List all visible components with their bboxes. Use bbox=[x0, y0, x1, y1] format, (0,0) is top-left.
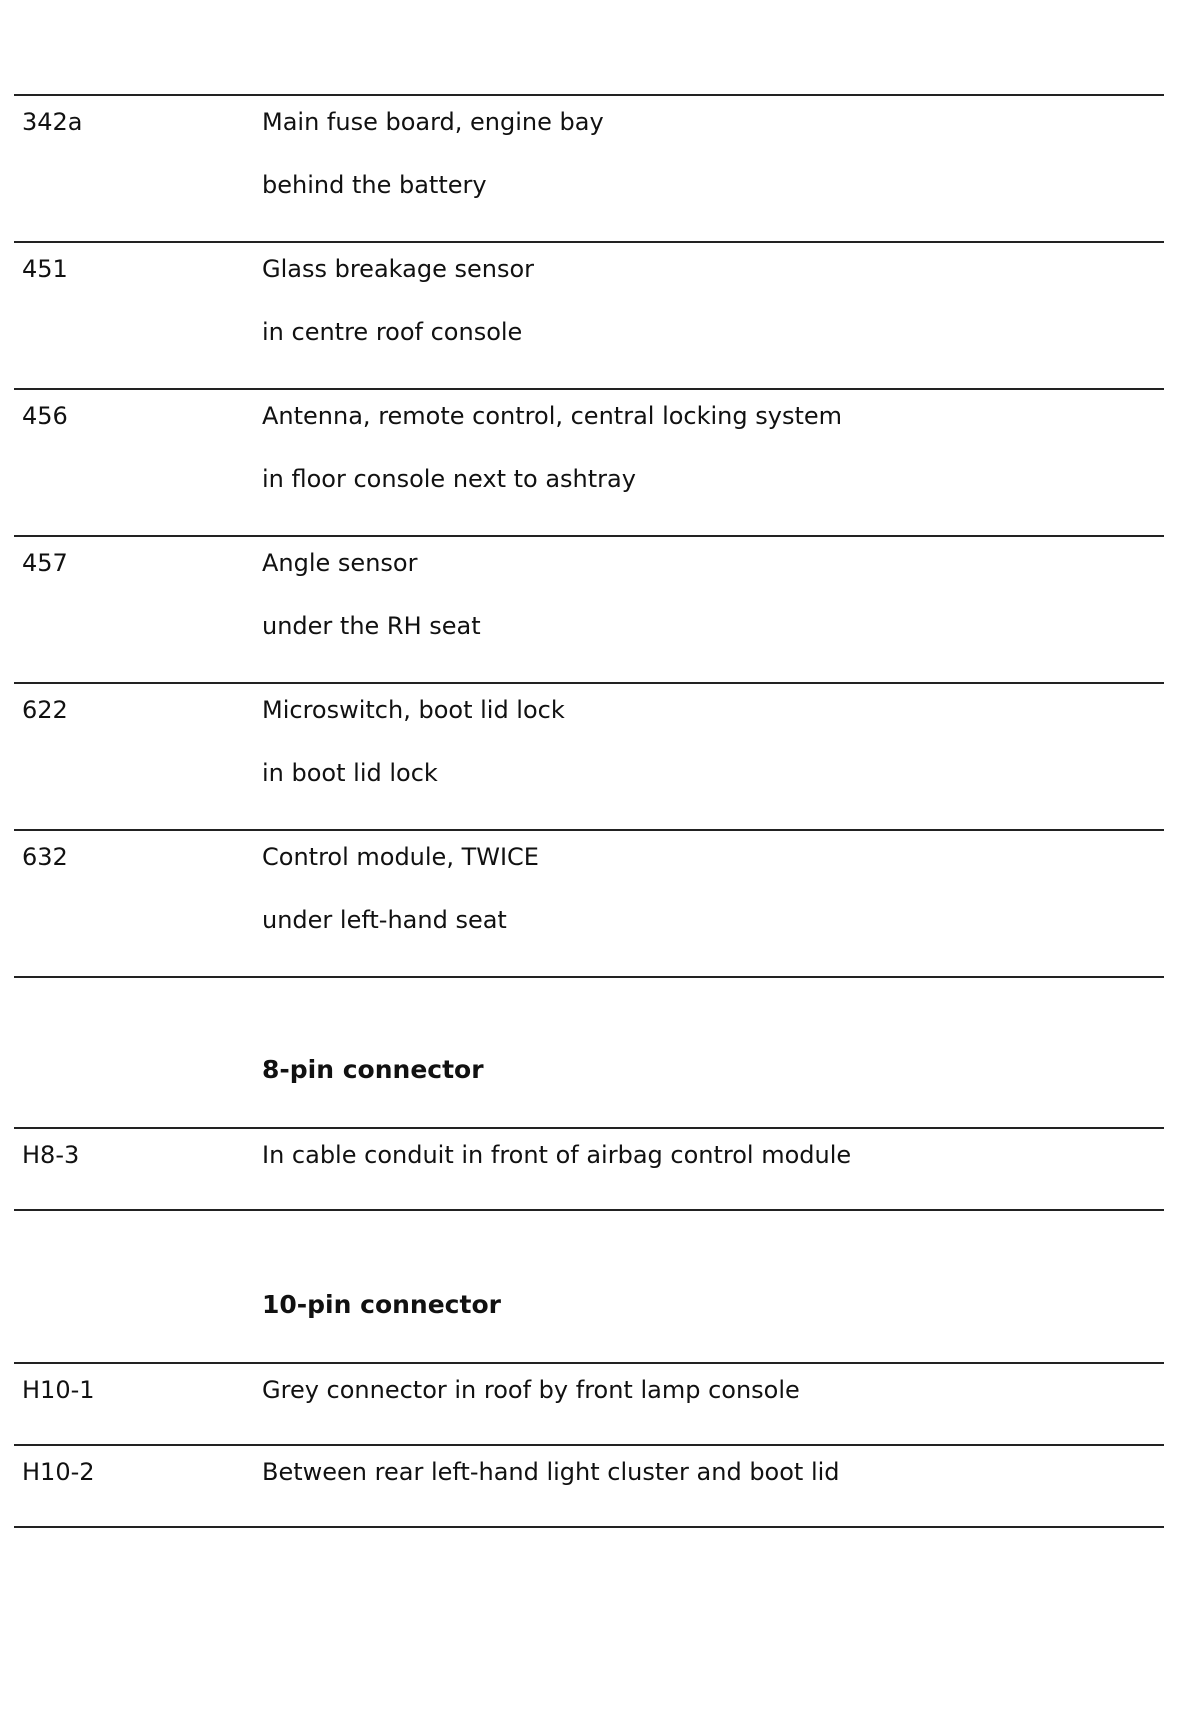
description-line-1: Control module, TWICE bbox=[262, 843, 539, 871]
section-heading-10pin: 10-pin connector bbox=[262, 1290, 501, 1319]
connector-code: H8-3 bbox=[22, 1141, 80, 1169]
component-description bbox=[262, 402, 842, 493]
description-line-2: in centre roof console bbox=[262, 318, 523, 346]
connector-description: Grey connector in roof by front lamp console bbox=[262, 1376, 800, 1404]
table-row bbox=[14, 535, 1164, 682]
component-description bbox=[262, 549, 481, 640]
component-code: 342a bbox=[22, 108, 83, 136]
description-line-2: in floor console next to ashtray bbox=[262, 465, 636, 493]
table-row bbox=[14, 682, 1164, 829]
description-line-2: under the RH seat bbox=[262, 612, 481, 640]
component-code: 451 bbox=[22, 255, 68, 283]
description-line-1: Microswitch, boot lid lock bbox=[262, 696, 565, 724]
connector-8pin-table bbox=[14, 1127, 1164, 1211]
table-row bbox=[14, 94, 1164, 241]
component-location-table bbox=[14, 94, 1164, 978]
description-line-1: Angle sensor bbox=[262, 549, 418, 577]
table-row bbox=[14, 829, 1164, 978]
table-row bbox=[14, 1444, 1164, 1528]
description-line-1: Main fuse board, engine bay bbox=[262, 108, 604, 136]
description-line-2: behind the battery bbox=[262, 171, 487, 199]
component-code: 632 bbox=[22, 843, 68, 871]
connector-code: H10-2 bbox=[22, 1458, 95, 1486]
component-code: 622 bbox=[22, 696, 68, 724]
table-row bbox=[14, 241, 1164, 388]
table-row bbox=[14, 1362, 1164, 1444]
component-description bbox=[262, 108, 604, 199]
table-row bbox=[14, 1127, 1164, 1211]
section-heading-8pin: 8-pin connector bbox=[262, 1055, 484, 1084]
connector-10pin-table bbox=[14, 1362, 1164, 1528]
description-line-2: under left-hand seat bbox=[262, 906, 507, 934]
component-code: 457 bbox=[22, 549, 68, 577]
component-description bbox=[262, 843, 539, 934]
description-line-2: in boot lid lock bbox=[262, 759, 438, 787]
connector-description: Between rear left-hand light cluster and boot lid bbox=[262, 1458, 840, 1486]
connector-description: In cable conduit in front of airbag control module bbox=[262, 1141, 852, 1169]
component-description bbox=[262, 255, 534, 346]
description-line-1: Glass breakage sensor bbox=[262, 255, 535, 283]
component-code: 456 bbox=[22, 402, 68, 430]
component-description bbox=[262, 696, 565, 787]
description-line-1: Antenna, remote control, central locking system bbox=[262, 402, 843, 430]
table-row bbox=[14, 388, 1164, 535]
connector-code: H10-1 bbox=[22, 1376, 95, 1404]
